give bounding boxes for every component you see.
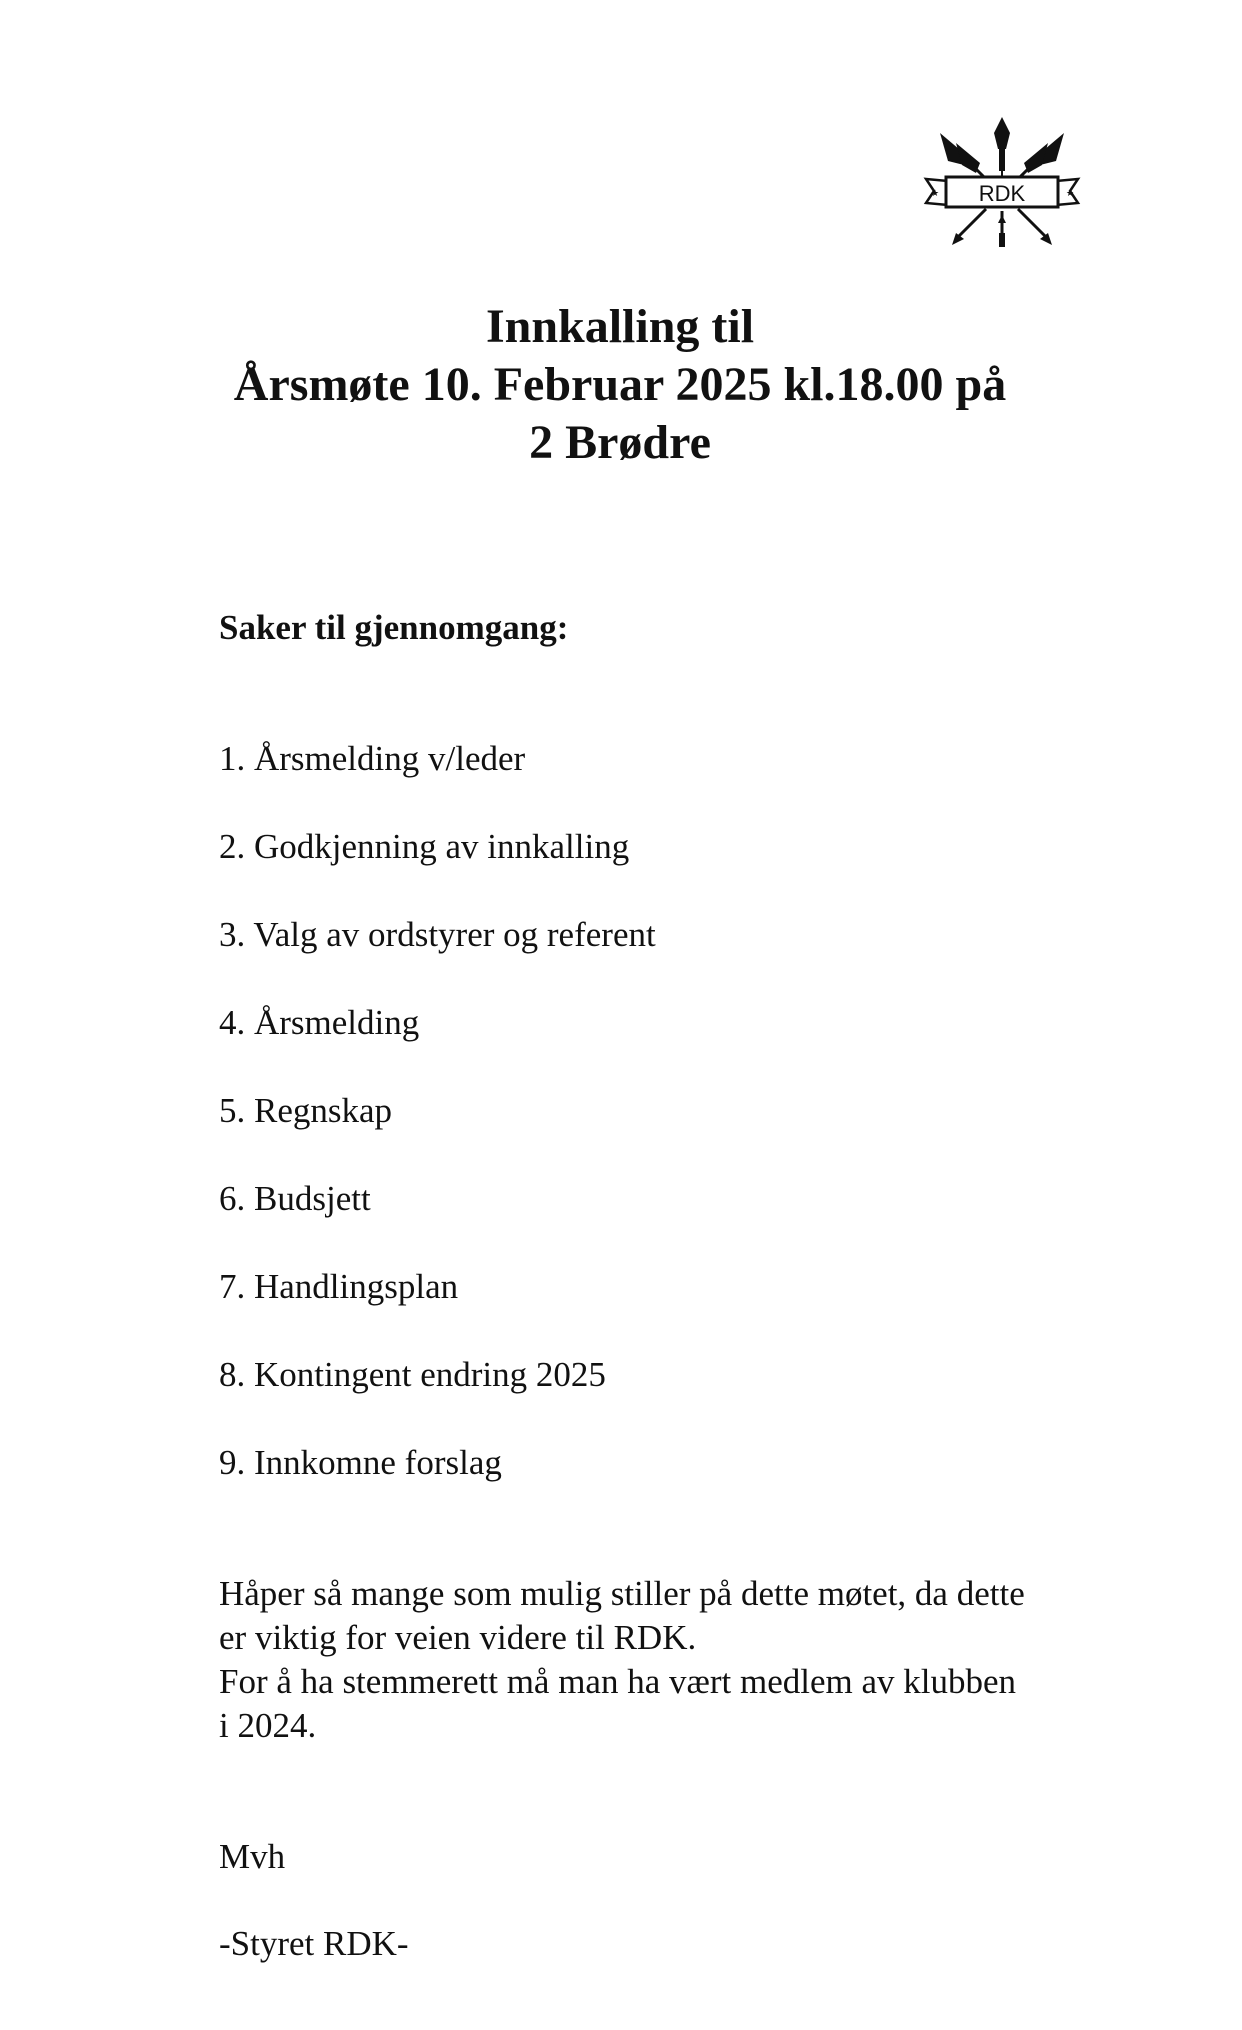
title-line-2: Årsmøte 10. Februar 2025 kl.18.00 på	[233, 358, 1007, 411]
svg-text:★: ★	[1066, 189, 1075, 199]
agenda-item: 5. Regnskap	[219, 1091, 393, 1130]
message-line-2: er viktig for veien videre til RDK.	[219, 1618, 697, 1657]
agenda-item: 8. Kontingent endring 2025	[219, 1355, 606, 1394]
signature: -Styret RDK-	[219, 1924, 409, 1963]
agenda-item: 6. Budsjett	[219, 1179, 371, 1218]
agenda-item: 2. Godkjenning av innkalling	[219, 827, 630, 866]
logo-text: RDK	[978, 181, 1026, 206]
message-line-4: i 2024.	[219, 1706, 317, 1745]
agenda-list	[219, 737, 656, 1529]
page-title	[150, 298, 1090, 472]
agenda-item: 7. Handlingsplan	[219, 1267, 459, 1306]
svg-text:★: ★	[931, 189, 940, 199]
message-line-3: For å ha stemmerett må man ha vært medlem av klubben	[219, 1662, 1017, 1701]
title-line-1: Innkalling til	[485, 300, 755, 353]
agenda-item: 3. Valg av ordstyrer og referent	[219, 915, 656, 954]
message-line-1: Håper så mange som mulig stiller på dette møtet, da dette	[219, 1574, 1025, 1613]
message-paragraph	[219, 1572, 1099, 1748]
agenda-item: 9. Innkomne forslag	[219, 1443, 502, 1482]
agenda-heading: Saker til gjennomgang:	[219, 608, 569, 647]
title-line-3: 2 Brødre	[529, 416, 711, 469]
greeting: Mvh	[219, 1837, 286, 1876]
agenda-item: 4. Årsmelding	[219, 1003, 420, 1042]
darts-club-logo-icon	[918, 115, 1086, 255]
agenda-item: 1. Årsmelding v/leder	[219, 739, 526, 778]
